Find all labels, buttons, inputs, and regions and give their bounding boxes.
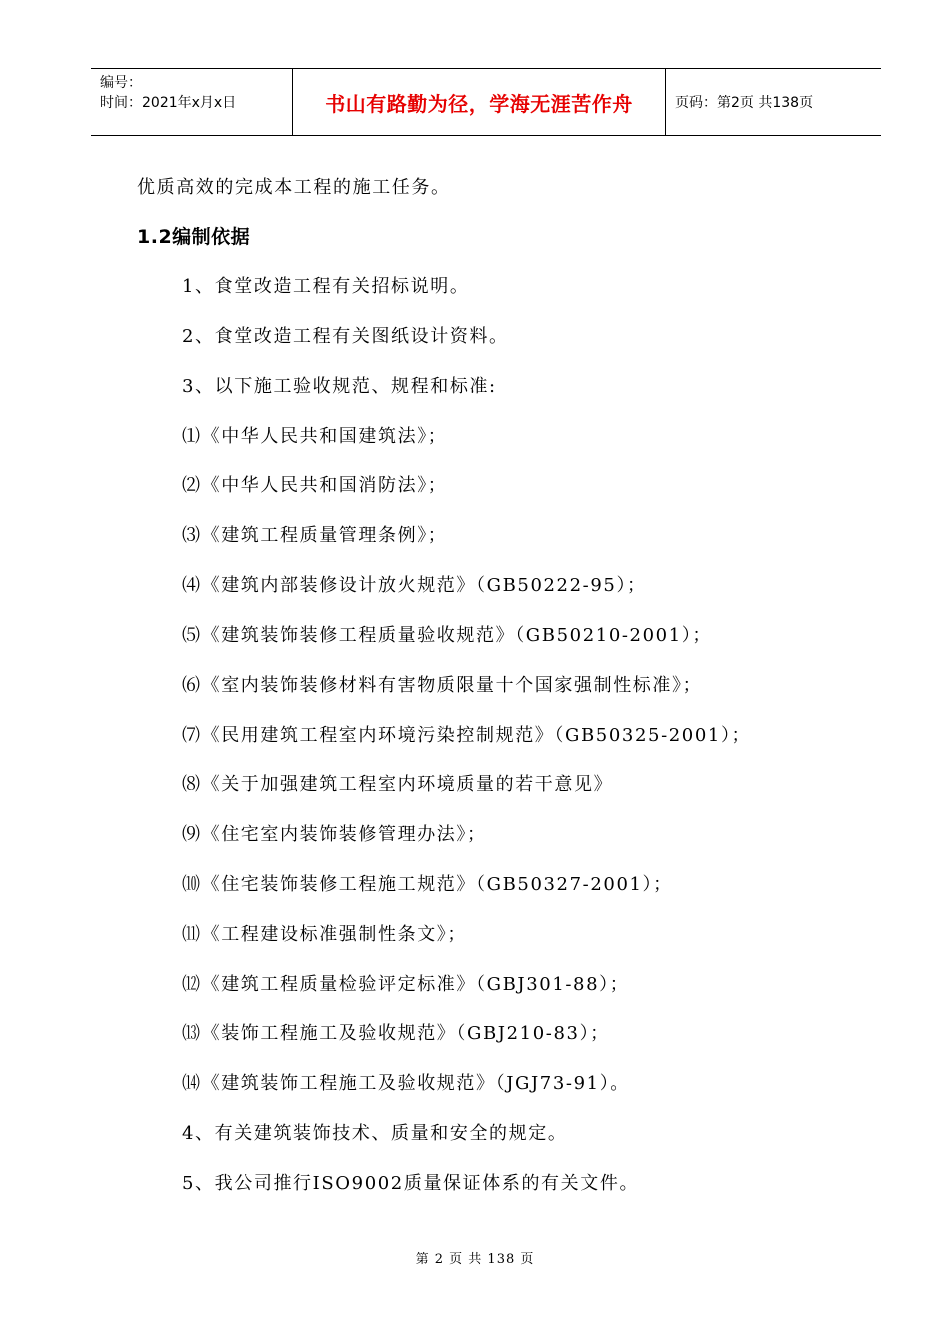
list-item: 2、食堂改造工程有关图纸设计资料。 [182, 326, 509, 347]
document-time-label: 时间：2021年x月x日 [100, 95, 237, 111]
list-item: ⑼《住宅室内装饰装修管理办法》； [182, 824, 487, 845]
page-header [91, 68, 881, 136]
header-page-cell [666, 69, 881, 135]
list-item: 1、食堂改造工程有关招标说明。 [182, 276, 470, 297]
intro-line: 优质高效的完成本工程的施工任务。 [137, 177, 451, 198]
list-item: ⑶《建筑工程质量管理条例》； [182, 525, 448, 546]
list-item: ⑾《工程建设标准强制性条文》； [182, 924, 467, 945]
header-page-label: 页码：第2页 共138页 [675, 95, 814, 111]
header-motto: 书山有路勤为径，学海无涯苦作舟 [325, 91, 633, 116]
list-item: ⑷《建筑内部装修设计放火规范》（GB50222-95）； [182, 575, 647, 596]
list-item: ⒀《装饰工程施工及验收规范》（GBJ210-83）； [182, 1023, 610, 1044]
page-footer: 第 2 页 共 138 页 [415, 1252, 535, 1267]
list-item: ⑻《关于加强建筑工程室内环境质量的若干意见》 [182, 774, 614, 795]
list-item: ⑽《住宅装饰装修工程施工规范》（GB50327-2001）； [182, 874, 673, 895]
header-meta-cell [91, 69, 293, 135]
document-number-label: 编号： [100, 75, 142, 91]
list-item: ⑺《民用建筑工程室内环境污染控制规范》（GB50325-2001）； [182, 725, 752, 746]
list-item: 5、我公司推行ISO9002质量保证体系的有关文件。 [182, 1173, 640, 1194]
list-item: ⑹《室内装饰装修材料有害物质限量十个国家强制性标准》； [182, 675, 703, 696]
list-item: ⑸《建筑装饰装修工程质量验收规范》（GB50210-2001）； [182, 625, 712, 646]
header-motto-cell [293, 69, 666, 135]
list-item: ⑿《建筑工程质量检验评定标准》（GBJ301-88）； [182, 974, 630, 995]
list-item: ⑴《中华人民共和国建筑法》； [182, 426, 448, 447]
list-item: ⑵《中华人民共和国消防法》； [182, 475, 448, 496]
list-item: ⒁《建筑装饰工程施工及验收规范》（JGJ73-91）。 [182, 1073, 630, 1094]
list-item: 4、有关建筑装饰技术、质量和安全的规定。 [182, 1123, 568, 1144]
section-title: 1.2编制依据 [137, 226, 251, 248]
list-item: 3、以下施工验收规范、规程和标准: [182, 376, 497, 397]
